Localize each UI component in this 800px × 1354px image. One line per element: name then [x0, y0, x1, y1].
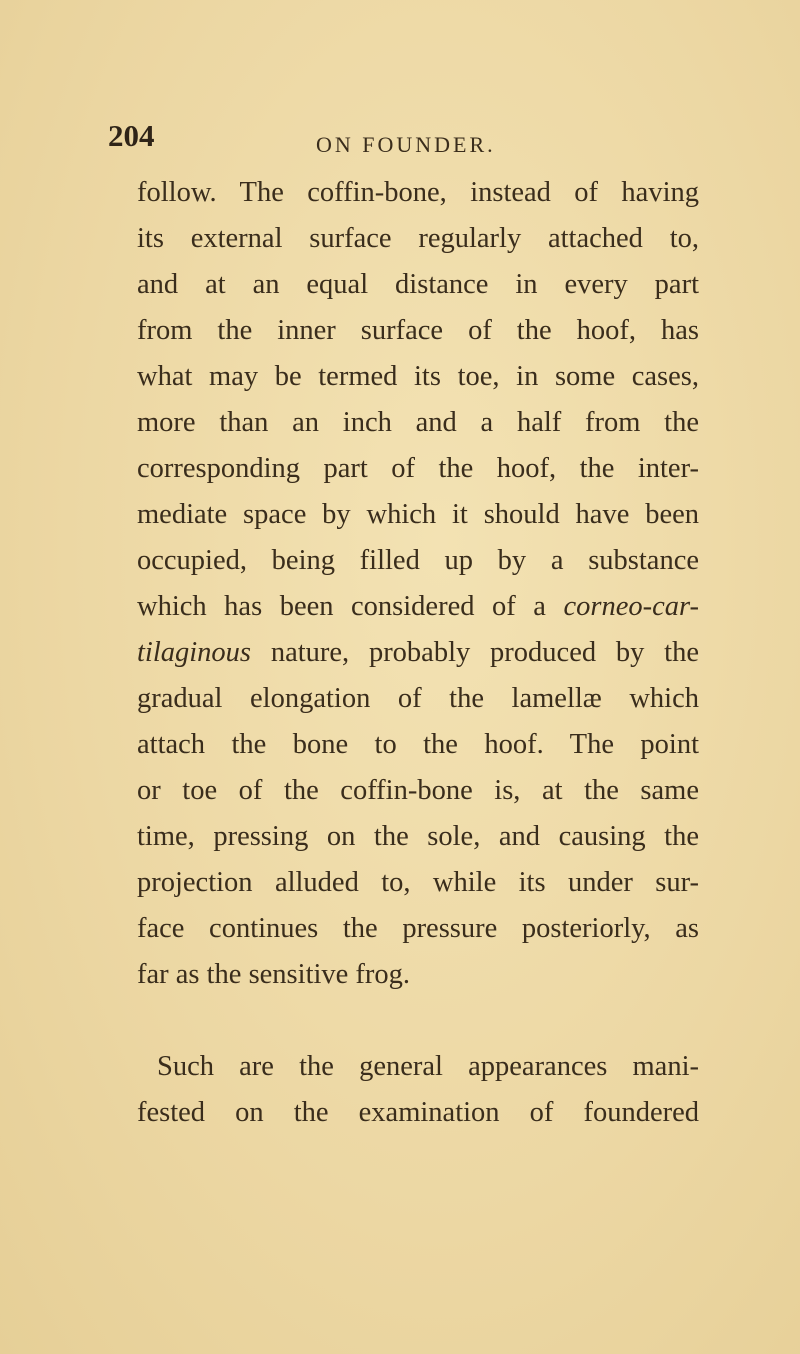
page-number: 204 [108, 118, 155, 153]
text-line: more than an inch and a half from the [137, 407, 699, 438]
running-head: ON FOUNDER. [316, 132, 496, 157]
body-text [137, 170, 699, 1136]
text-line: occupied, being filled up by a substance [137, 545, 699, 576]
text-line: Such are the general appearances mani- [157, 1051, 699, 1082]
italic-term: corneo-car- [563, 591, 699, 622]
text-line: far as the sensitive frog. [137, 959, 411, 990]
text-line: or toe of the coffin-bone is, at the same [137, 775, 699, 806]
text-line: from the inner surface of the hoof, has [137, 315, 699, 346]
text-segment: nature, probably produced by the [251, 637, 699, 668]
paragraph-gap [137, 998, 699, 1044]
text-line: and at an equal distance in every part [137, 269, 699, 300]
text-line [137, 584, 699, 630]
text-line: projection alluded to, while its under sur- [137, 867, 699, 898]
text-line: corresponding part of the hoof, the inter- [137, 453, 699, 484]
text-line: mediate space by which it should have been [137, 499, 699, 530]
italic-term: tilaginous [137, 637, 252, 668]
text-line: what may be termed its toe, in some cases, [137, 361, 699, 392]
text-line: gradual elongation of the lamellæ which [137, 683, 699, 714]
text-line: attach the bone to the hoof. The point [137, 729, 699, 760]
text-line: face continues the pressure posteriorly, as [137, 913, 699, 944]
text-line: its external surface regularly attached to, [137, 223, 699, 254]
text-line: fested on the examination of foundered [137, 1097, 699, 1128]
text-line: time, pressing on the sole, and causing the [137, 821, 699, 852]
text-line [137, 630, 699, 676]
page-header [108, 118, 708, 168]
text-segment: which has been considered of a [137, 591, 564, 622]
text-line: follow. The coffin-bone, instead of having [137, 177, 699, 208]
